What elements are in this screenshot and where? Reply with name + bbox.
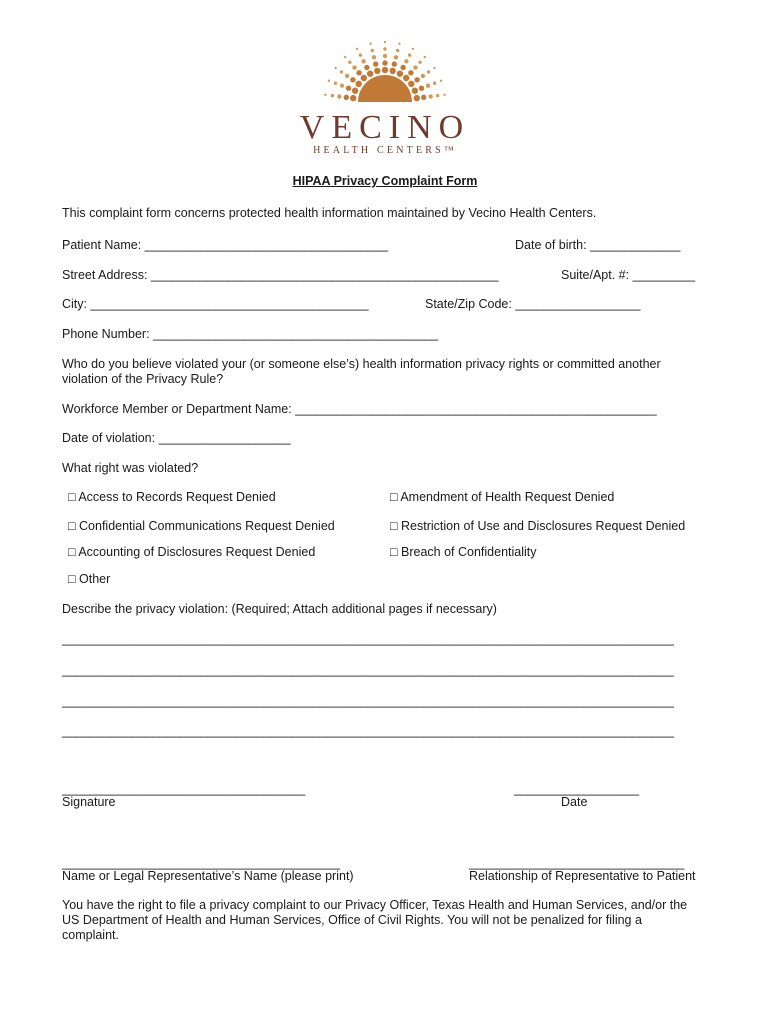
date-label: Date xyxy=(561,795,588,809)
logo-ray-dot xyxy=(412,48,414,50)
logo-ray-dot xyxy=(419,86,424,91)
logo-ray-dot xyxy=(346,86,351,91)
logo-ray-dot xyxy=(403,75,409,81)
name-label: Name or Legal Representative’s Name (please print) xyxy=(62,869,354,883)
violator-question-line1: Who do you believe violated your (or someone else’s) health information privacy rights or committed another xyxy=(62,357,661,371)
logo-ray-dot xyxy=(367,71,373,77)
checkbox-restriction-use[interactable]: □ Restriction of Use and Disclosures Request Denied xyxy=(390,519,686,533)
logo-ray-dot xyxy=(369,43,371,45)
logo-ray-dot xyxy=(382,60,387,65)
logo-ray-dot xyxy=(424,56,426,58)
state-zip-field[interactable]: State/Zip Code: __________________ xyxy=(425,297,641,311)
checkbox-amendment-health[interactable]: □ Amendment of Health Request Denied xyxy=(390,490,615,504)
logo-ray-dot xyxy=(352,65,356,69)
logo-ray-dot xyxy=(392,61,397,66)
logo-ray-dot xyxy=(427,70,430,73)
description-line-1[interactable]: ________________________________________________________________________________________ xyxy=(62,632,674,646)
logo-ray-dot xyxy=(356,70,361,75)
logo-ray-dot xyxy=(328,80,330,82)
logo-ray-dot xyxy=(418,61,421,64)
description-line-3[interactable]: ________________________________________________________________________________________ xyxy=(62,694,674,708)
logo-ray-dot xyxy=(373,61,378,66)
violator-question-line2: violation of the Privacy Rule? xyxy=(62,372,224,386)
logo-ray-dot xyxy=(414,77,419,82)
logo-ray-dot xyxy=(408,70,413,75)
logo-ray-dot xyxy=(440,80,442,82)
checkbox-confidential-communications[interactable]: □ Confidential Communications Request Denied xyxy=(68,519,335,533)
logo-ray-dot xyxy=(383,54,387,58)
logo-ray-dot xyxy=(337,94,341,98)
logo-ray-dot xyxy=(398,43,400,45)
logo-ray-dot xyxy=(361,75,367,81)
logo-ray-dot xyxy=(390,68,396,74)
signature-label: Signature xyxy=(62,795,116,809)
checkbox-access-records[interactable]: □ Access to Records Request Denied xyxy=(68,490,276,504)
logo-ray-dot xyxy=(396,49,399,52)
logo-ray-dot xyxy=(340,70,343,73)
logo-ray-dot xyxy=(356,48,358,50)
street-address-field[interactable]: Street Address: __________________________________________________ xyxy=(62,268,499,282)
logo-ray-dot xyxy=(408,81,414,87)
date-of-violation-field[interactable]: Date of violation: ___________________ xyxy=(62,431,291,445)
logo-ray-dot xyxy=(356,81,362,87)
logo-ray-dot xyxy=(382,67,388,73)
brand-name: VECINO xyxy=(299,109,471,146)
logo-ray-dot xyxy=(436,94,439,97)
name-line[interactable]: ________________________________________ xyxy=(62,856,341,870)
logo-ray-dot xyxy=(421,74,425,78)
logo-ray-dot xyxy=(394,55,398,59)
logo-ray-dot xyxy=(364,65,369,70)
logo-ray-dot xyxy=(352,88,358,94)
checkbox-accounting-disclosures[interactable]: □ Accounting of Disclosures Request Denied xyxy=(68,545,316,559)
logo-ray-dot xyxy=(429,94,433,98)
logo-ray-dot xyxy=(361,59,365,63)
logo-ray-dot xyxy=(374,68,380,74)
logo-ray-dot xyxy=(397,71,403,77)
logo-ray-dot xyxy=(348,61,351,64)
logo-ray-dot xyxy=(344,95,349,100)
date-line[interactable]: __________________ xyxy=(514,782,640,796)
logo-ray-dot xyxy=(359,53,362,56)
logo-ray-dot xyxy=(350,77,355,82)
logo-ray-dot xyxy=(413,65,417,69)
workforce-member-field[interactable]: Workforce Member or Department Name: ____________________________________________________ xyxy=(62,402,657,416)
phone-number-field[interactable]: Phone Number: _________________________________________ xyxy=(62,327,439,341)
signature-line[interactable]: ___________________________________ xyxy=(62,782,306,796)
logo-ray-dot xyxy=(421,95,426,100)
footer-line2: US Department of Health and Human Services, Office of Civil Rights. You will not be penalized for filing a xyxy=(62,913,642,927)
suite-apt-field[interactable]: Suite/Apt. #: _________ xyxy=(561,268,696,282)
date-of-birth-field[interactable]: Date of birth: _____________ xyxy=(515,238,681,252)
patient-name-field[interactable]: Patient Name: ___________________________________ xyxy=(62,238,388,252)
logo-ray-dot xyxy=(412,88,418,94)
logo-ray-dot xyxy=(433,82,436,85)
logo-ray-dot xyxy=(426,84,430,88)
logo-ray-dot xyxy=(443,94,445,96)
footer-line3: complaint. xyxy=(62,928,119,942)
description-line-4[interactable]: ________________________________________________________________________________________ xyxy=(62,724,674,738)
checkbox-other[interactable]: □ Other xyxy=(68,572,111,586)
footer-line1: You have the right to file a privacy complaint to our Privacy Officer, Texas Health and Human Services, and/or the xyxy=(62,898,688,912)
logo-ray-dot xyxy=(344,56,346,58)
logo-ray-dot xyxy=(372,55,376,59)
brand-subtitle: HEALTH CENTERS™ xyxy=(313,145,457,156)
city-field[interactable]: City: ________________________________________ xyxy=(62,297,369,311)
checkbox-breach-confidentiality[interactable]: □ Breach of Confidentiality xyxy=(390,545,537,559)
logo-ray-dot xyxy=(340,84,344,88)
logo-ray-dot xyxy=(334,82,337,85)
logo-ray-dot xyxy=(384,41,386,43)
relationship-label: Relationship of Representative to Patient xyxy=(469,869,696,883)
logo-ray-dot xyxy=(334,67,336,69)
logo-ray-dot xyxy=(414,95,420,101)
logo-ray-dot xyxy=(400,65,405,70)
relationship-line[interactable]: _______________________________ xyxy=(469,856,685,870)
logo-ray-dot xyxy=(404,59,408,63)
logo-ray-dot xyxy=(408,53,411,56)
logo-ray-dot xyxy=(433,67,435,69)
logo-ray-dot xyxy=(331,94,334,97)
form-title: HIPAA Privacy Complaint Form xyxy=(292,174,478,188)
describe-violation-label: Describe the privacy violation: (Required; Attach additional pages if necessary) xyxy=(62,602,497,616)
right-violated-question: What right was violated? xyxy=(62,461,199,475)
logo-ray-dot xyxy=(324,94,326,96)
logo-ray-dot xyxy=(383,47,386,50)
logo-ray-dot xyxy=(345,74,349,78)
description-line-2[interactable]: ________________________________________________________________________________________ xyxy=(62,663,674,677)
logo-ray-dot xyxy=(371,49,374,52)
logo-ray-dot xyxy=(350,95,356,101)
intro-text: This complaint form concerns protected health information maintained by Vecino Health Centers. xyxy=(62,206,597,220)
